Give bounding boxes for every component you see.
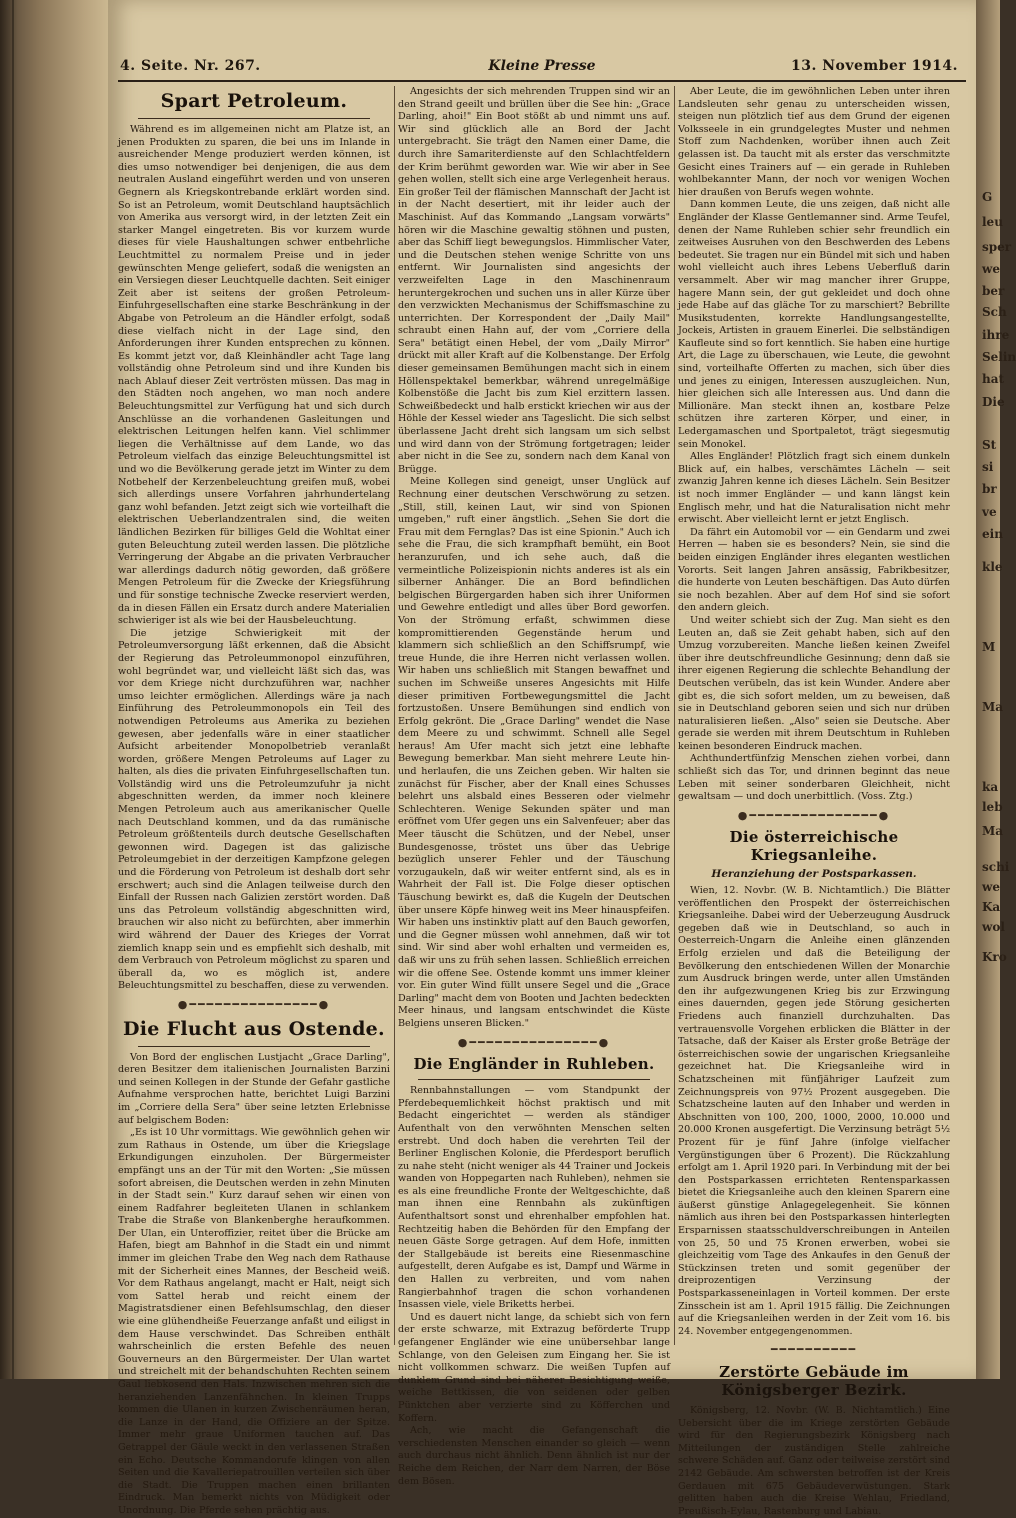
article-paragraph: Meine Kollegen sind geneigt, unser Unglück auf Rechnung einer deutschen Verschwörung zu setzen. „Still, still, keinen Laut, wir sind von Spionen umgeben," ruft einer ängstlich. „Sehen Sie dort die Frau mit dem Fernglas? Das ist eine Spionin." Auch ich sehe die Frau, die sich krampfhaft bemüht, ein Boot heranzurufen, und ich sehe auch, daß die vermeintliche Polizeispionin nichts anderes ist als ein silberner Anhänger. Die an Bord befindlichen belgischen Bürgergarden haben sich ihrer Uniformen und Gewehre entledigt und alles über Bord geworfen. Von der Strömung erfaßt, schwimmen diese kompromittierenden Gegenstände herum und klammern sich schließlich an den Schiffsrumpf, wie treue Hunde, die ihre Herren nicht verlassen wollen. Wir haben uns schließlich mit Stangen bewaffnet und suchen im Schweiße unseres Angesichts mit Hilfe dieser primitiven Fortbewegungsmittel die Jacht fortzustoßen. Unsere Bemühungen sind endlich von Erfolg gekrönt. Die „Grace Darling" wendet die Nase dem Meere zu und schwimmt. Schnell alle Segel heraus! Am Ufer macht sich jetzt eine lebhafte Bewegung bemerkbar. Man sieht mehrere Leute hin- und herlaufen, die uns Zeichen geben. Wir halten sie zunächst für Fischer, aber der Knall eines Schusses belehrt uns alsbald eines Besseren oder vielmehr Schlechteren. Wenige Sekunden später und man eröffnet vom Ufer gegen uns ein Salvenfeuer; aber das Meer täuscht die Schützen, und der Nebel, unser Bundesgenosse, tröstet uns über das Uebrige bezüglich unserer Fehler und der Täuschung vorzugaukeln, daß wir weiter entfernt sind, als es in Wahrheit der Fall ist. Die Folge dieser optischen Täuschung bewirkt es, daß die Kugeln der Deutschen über unsere Köpfe hinweg weit ins Meer hinauspfeifen. Wir haben uns instinktiv platt auf den Bauch geworfen, und die Gegner müssen wohl annehmen, daß wir tot sind. Wir sind aber wohl erhalten und vermeiden es, daß wir uns zu früh sehen lassen. Schließlich erreichen wir die offene See. Ostende kommt uns immer kleiner vor. Ein guter Wind füllt unsere Segel und die „Grace Darling" macht dem von Booten und Jachten bedeckten Meer hinaus, und langsam entschwindet die Küste Belgiens unseren Blicken." <box>398 476 670 1029</box>
article-paragraph: Da fährt ein Automobil vor — ein Gendarm und zwei Herren — haben sie es besonders? Nein, sie sind die beiden einzigen Engländer ihres eleganten westlichen Vororts. Seit langen Jahren ansässig, Fabrikbesitzer, die hunderte von Leuten beschäftigen. Das Auto dürfen sie noch bezahlen. Aber auf dem Hof sind sie sofort den andern gleich. <box>678 526 950 614</box>
next-page-fragment: Ka <box>982 900 1001 914</box>
binding-strip <box>12 0 14 1379</box>
article-title: Die österreichische Kriegsanleihe. <box>729 828 899 865</box>
title-rule <box>138 118 370 119</box>
article-paragraph: Angesichts der sich mehrenden Truppen sind wir an den Strand geeilt und brüllen über die See hin: „Grace Darling, ahoi!" Ein Boot stößt ab und nimmt uns auf. Wir sind glücklich alle an Bord der Jacht untergebracht. Sie trägt den Namen einer Dame, die durch ihre Samariterdienste auf den Schlachtfeldern der Krim berühmt geworden war. Wie wir aber in See gehen wollen, stellt sich eine arge Verlegenheit heraus. Ein großer Teil der flämischen Mannschaft der Jacht ist in der Nacht desertiert, mit ihr leider auch der Maschinist. Auf das Kommando „Langsam vorwärts" hören wir die Maschine gewaltig stöhnen und pusten, aber das Schiff liegt bewegungslos. Himmlischer Vater, und die Deutschen stehen wenige Schritte von uns entfernt. Wir Journalisten sind angesichts der verzweifelten Lage in den Maschinenraum heruntergekrochen und suchen uns in aller Kürze über den verzwickten Mechanismus der Schiffsmaschine zu unterrichten. Der Korrespondent der „Daily Mail" schraubt einen Hahn auf, der vom „Corriere della Sera" betätigt einen Hebel, der vom „Daily Mirror" drückt mit aller Kraft auf die Kolbenstange. Der Erfolg dieser gemeinsamen Bemühungen macht sich in einem Höllenspektakel bemerkbar, während unregelmäßige Kolbenstöße die Jacht bis zum Kiel erzittern lassen. Schweißbedeckt und halb erstickt kriechen wir aus der Höhle der Kessel wieder ans Tageslicht. Die sich selbst überlassene Jacht dreht sich langsam um sich selbst und wird dann von der Strömung fortgetragen; leider aber nicht in die See zu, sondern nach dem Kanal von Brügge. <box>398 86 670 475</box>
next-page-fragment: Selin <box>982 350 1016 364</box>
next-page-fragment: ein <box>982 527 1003 541</box>
article-title: Die Flucht aus Ostende. <box>123 1017 385 1040</box>
next-page-fragment: ihre <box>982 328 1010 342</box>
article-paragraph: Königsberg, 12. Novbr. (W. B. Nichtamtlich.) Eine Uebersicht über die im Kriege zerstörten Gebäude wird für den Regierungsbezirk Königsberg nach Mitteilungen der zuständigen Stelle zahlreiche schwere Schäden auf. Ganz oder teilweise zerstört sind 2142 Gebäude. Am schwersten betroffen ist der Kreis Gerdauen mit 675 Gebäudeverwüstungen. Stark gelitten haben auch die Kreise Wehlau, Friedland, Preußisch-Eylau, Rastenburg und Labiau. <box>678 1405 950 1517</box>
next-page-fragment: G <box>982 190 993 204</box>
next-page-fragment: sper <box>982 240 1012 254</box>
page-number: 4. Seite. Nr. 267. <box>120 58 261 74</box>
next-page-fragment: St <box>982 438 997 452</box>
article-separator: ●━━━━━━━━━━━━━━━● <box>177 997 331 1011</box>
article-title: Zerstörte Gebäude im Königsberger Bezirk. <box>719 1363 909 1399</box>
column-rule <box>674 86 675 1345</box>
next-page-fragment: wol <box>982 920 1005 934</box>
issue-date: 13. November 1914. <box>790 58 958 74</box>
next-page-fragment: we <box>982 262 1000 276</box>
article-paragraph: Dann kommen Leute, die uns zeigen, daß nicht alle Engländer der Klasse Gentlemanner sind. Arme Teufel, denen der Name Ruhleben schier sehr freundlich ein zeitweises Ausruhen von den Beschwerden des Lebens bedeutet. Sie tragen nur ein Bündel mit sich und haben wohl vielleicht auch ihres Lebens Ueberfluß darin versammelt. Aber wir mag mancher ihrer Gruppe, hagere Mann sein, der gut gekleidet und doch ohne jede Habe auf das gläche Tor zu marschiert? Bebrillte Musikstudenten, korrekte Handlungsangestellte, Jockeis, Artisten in grauem Einerlei. Die selbständigen Kaufleute sind so fort kenntlich. Sie haben eine hurtige Art, die Lage zu überschauen, wie Leute, die gewohnt sind, vorteilhafte Offerten zu machen, sich über dies und jenes zu einigen, Interessen auszugleichen. Nun, hier gleichen sich alle Interessen aus. Und dann die Millionäre. Man steckt ihnen an, kostbare Pelze schützen ihre zarteren Körper, und einer, in Ledergamaschen und Sportpaletot, trägt siegesmutig sein Monokel. <box>678 199 950 450</box>
title-rule <box>418 1079 650 1080</box>
article-paragraph: Und weiter schiebt sich der Zug. Man sieht es den Leuten an, daß sie Zeit gehabt haben, sich auf den Umzug vorzubereiten. Manche ließen keinen Zweifel über ihre deutschfreundliche Gesinnung; denn daß sie ihrer eigenen Regierung die schlechte Behandlung der Deutschen verübeln, das ist kein Wunder. Andere aber gibt es, die sich sofort melden, um zu beweisen, daß sie in Deutschland geboren seien und sich nur drüben naturalisieren ließen. „Also" seien sie Deutsche. Aber gerade sie werden mit ihrem Deutschtum in Ruhleben keinen besonderen Eindruck machen. <box>678 614 950 752</box>
next-page-fragment: leb <box>982 800 1003 814</box>
next-page-edge <box>976 0 1016 1379</box>
next-page-fragment: ve <box>982 505 997 519</box>
article-separator: ━━━━━━━━━━ <box>770 1343 858 1357</box>
next-page-fragment: schi <box>982 860 1010 874</box>
column-2 <box>398 86 670 1487</box>
next-page-fragment: leu <box>982 215 1003 229</box>
next-page-fragment: kle <box>982 560 1003 574</box>
next-page-fragment: Ma <box>982 824 1004 838</box>
newspaper-page <box>108 0 976 1517</box>
article-separator: ●━━━━━━━━━━━━━━━● <box>457 1035 611 1049</box>
article-paragraph: Und es dauert nicht lange, da schiebt sich von fern der erste schwarze, mit Extrazug beförderte Trupp gefangener Engländer wie eine unübersehbar lange Schlange, von den Geleisen zum Eingang her. Sie ist nicht vollkommen schwarz. Die weißen Tupfen auf dunklem Grund sind bei näherer Besichtigung weiße, weiche Bettkissen, die von seidenen oder gelben Pünktchen aber verzierte sind zu Köfferchen und Koffern. <box>398 1311 670 1424</box>
masthead: Kleine Presse <box>488 58 596 74</box>
next-page-fragment: Ma <box>982 700 1004 714</box>
article-paragraph: Wien, 12. Novbr. (W. B. Nichtamtlich.) Die Blätter veröffentlichen den Prospekt der österreichischen Kriegsanleihe. Dabei wird der Ueberzeugung Ausdruck gegeben daß wie in Deutschland, so auch in Oesterreich-Ungarn die Anleihe einen glänzenden Erfolg erzielen und daß die Beteiligung der Bevölkerung den entschiedenen Willen der Monarchie zum Ausdruck bringen werde, unter allen Umständen den ihr aufgezwungenen Krieg bis zur Erzwingung eines dauernden, gegen jede Störung gesicherten Friedens auch finanziell durchzuhalten. Das vertrauensvolle Vorgehen erblicken die Blätter in der Tatsache, daß der Kaiser als Erster große Beträge der österreichischen sowie der ungarischen Kriegsanleihe gezeichnet hat. Die Kriegsanleihe wird in Schatzscheinen mit fünfjähriger Laufzeit zum Zeichnungspreis von 97½ Prozent ausgegeben. Die Schatzscheine lauten auf den Inhaber und werden in Abschnitten von 100, 200, 1000, 2000, 10.000 und 20.000 Kronen ausgefertigt. Die Verzinsung beträgt 5½ Prozent für je fünf Jahre (infolge vielfacher Vergünstigungen über 6 Prozent). Die Rückzahlung erfolgt am 1. April 1920 pari. In Verbindung mit der bei den Postsparkassen errichteten Rentensparkassen bietet die Kriegsanleihe auch den kleinen Sparern eine äußerst günstige Anlagegelegenheit. Sie können nämlich aus ihren bei den Postsparkassen hinterlegten Ersparnissen staatsschuldverschreibungen in Anteilen von 25, 50 und 75 Kronen erwerben, wobei sie gleichzeitig vom Tage des Ankaufes in den Genuß der Stückzinsen treten und somit gegenüber der dreiprozentigen Verzinsung der Postsparkasseneinlagen in Vorteil kommen. Der erste Zinsschein ist am 1. April 1915 fällig. Die Zeichnungen auf die Kriegsanleihen werden in der Zeit vom 16. bis 24. November entgegengenommen. <box>678 885 950 1337</box>
next-page-fragment: we <box>982 880 1000 894</box>
article-paragraph: Die jetzige Schwierigkeit mit der Petroleumversorgung läßt erkennen, daß die Absicht der Regierung das Petroleummonopol einzuführen, wohl begründet war, und vielleicht läßt sich das, was vor dem Kriege nicht durchzuführen war, nachher umso leichter ermöglichen. Allerdings wäre ja nach Einführung des Petroleummonopols ein Teil des notwendigen Petroleums aus Amerika zu beziehen gewesen, aber jedenfalls wäre in einer staatlicher Aufsicht arbeitender Monopolbetrieb veranlaßt worden, größere Mengen Petroleums auf Lager zu halten, als dies die privaten Einfuhrgesellschaften tun. Vollständig wird uns die Petroleumzufuhr ja nicht abgeschnitten werden, da immer noch kleinere Mengen Petroleum auch aus amerikanischer Quelle nach Deutschland kommen, und da das rumänische Petroleum größtenteils durch deutsche Gesellschaften gewonnen wird. Dagegen ist das galizische Petroleumgebiet in der derzeitigen Kampfzone gelegen und die Förderung von Petroleum ist deshalb dort sehr erschwert; auch sind die Anlagen teilweise durch den Einfall der Russen nach Galizien zerstört worden. Daß uns das Petroleum vollständig abgeschnitten wird, brauchen wir also nicht zu befürchten, aber immerhin wird während der Dauer des Krieges der Vorrat ziemlich knapp sein und es empfiehlt sich deshalb, mit dem Verbrauch von Petroleum möglichst zu sparen und überall da, wo es möglich ist, andere Beleuchtungsmittel zu beschaffen, diese zu verwenden. <box>118 627 390 992</box>
article-paragraph: Aber Leute, die im gewöhnlichen Leben unter ihren Landsleuten sehr genau zu unterscheiden wissen, steigen nun plötzlich tief aus dem Grund der eigenen Volksseele in ein grundgelegtes Muster und nehmen Stoff zum Nachdenken, worüber ihnen auch Zeit gelassen ist. Da taucht mit als erster das verschmitzte Gesicht eines Trainers auf — ein gerade in Ruhleben wohlbekannter Mann, der noch vor wenigen Wochen hier draußen von Berufs wegen wohnte. <box>678 86 950 198</box>
article-paragraph: Während es im allgemeinen nicht am Platze ist, an jenen Produkten zu sparen, die bei uns im Inlande in ausreichender Menge produziert werden können, ist dies umso notwendiger bei denjenigen, die aus dem neutralen Ausland eingeführt werden und von unseren Gegnern als Kriegskontrebande erklärt worden sind. So ist an Petroleum, womit Deutschland hauptsächlich von Amerika aus versorgt wird, in der letzten Zeit ein starker Mangel eingetreten. Bis vor kurzem wurde dieses für viele Haushaltungen schwer entbehrliche Leuchtmittel zu normalem Preise und in jeder gewünschten Menge geliefert, sodaß die wenigsten an ein Versiegen dieser Leuchtquelle dachten. Seit einiger Zeit aber ist seitens der großen Petroleum-Einfuhrgesellschaften eine starke Beschränkung in der Abgabe von Petroleum an die Händler erfolgt, sodaß diese vielfach nicht in der Lage sind, den Anforderungen ihrer Kunden entsprechen zu können. Es kommt jetzt vor, daß Kleinhändler acht Tage lang vollständig ohne Petroleum sind und ihre Kunden bis nach Ablauf dieser Zeit vertrösten müssen. Das mag in den Städten noch angehen, wo man noch andere Beleuchtungsmittel zur Verfügung hat und sich durch Anschlüsse an die vorhandenen Gasleitungen und elektrischen Leitungen helfen kann. Viel schlimmer liegen die Verhältnisse auf dem Lande, wo das Petroleum vielfach das einzige Beleuchtungsmittel ist und wo die Bevölkerung gerade jetzt im Winter zu dem Notbehelf der Kerzenbeleuchtung greifen muß, wobei sich allerdings unsere Vorfahren jahrhundertelang ganz wohl befanden. Jetzt zeigt sich wie vorteilhaft die elektrischen Ueberlandzentralen sind, die weiten ländlichen Bezirken für billiges Geld die Wohltat einer guten Beleuchtung zuteil werden lassen. Die plötzliche Verringerung der Abgabe an die privaten Verbraucher war allerdings dadurch nötig geworden, daß größere Mengen Petroleum für die Zwecke der Kriegsführung und für sonstige technische Zwecke reserviert werden, da in diesen Fällen ein Ersatz durch andere Materialien schwieriger ist als wie bei der Hausbeleuchtung. <box>118 124 390 627</box>
next-page-fragment: si <box>982 460 994 474</box>
article-subtitle: Heranziehung der Postsparkassen. <box>711 868 917 881</box>
next-page-fragment: hat <box>982 372 1005 386</box>
column-1 <box>118 86 390 1516</box>
article-paragraph: Ach, wie macht die Gefangenschaft die verschiedensten Menschen einander so gleich — wenn auch durchaus nicht ähnlich. Denn ähnlich ist nur der Reiche dem Reichen, der Narr dem Narren, der Böse dem Bösen. <box>398 1425 670 1487</box>
next-page-fragment: Sch <box>982 305 1007 319</box>
article-paragraph: Alles Engländer! Plötzlich fragt sich einem dunkeln Blick auf, ein halbes, verschämtes Lächeln — seit zwanzig Jahren kenne ich dieses Lächeln. Sein Besitzer ist noch immer Engländer — und kann längst kein Englisch mehr, und hat die Naturalisation nicht mehr erwischt. Aber vielleicht lernt er jetzt Englisch. <box>678 451 950 526</box>
column-3 <box>678 86 950 1517</box>
article-paragraph: Rennbahnstallungen — vom Standpunkt der Pferdebequemlichkeit höchst praktisch und mit Bedacht eingerichtet — werden als ständiger Aufenthalt von den verwöhnten Menschen selten erstrebt. Und doch haben die verehrten Teil der Berliner Englischen Kolonie, die Pferdesport beruflich zu nahe steht (nicht weniger als 44 Trainer und Jockeis wanden von Hoppegarten nach Ruhleben), nehmen sie es als eine freundliche Fronte der Weltgeschichte, daß man ihnen eine Rennbahn als zukünftigen Aufenthaltsort sonst und ehrenhalber empfohlen hat. Rechtzeitig haben die Behörden für den Empfang der neuen Gäste Sorge getragen. Auf dem Hofe, inmitten der Stallgebäude ist bereits eine Riesenmaschine aufgestellt, deren Aufgabe es ist, Dampf und Wärme in den Hallen zu verbreiten, und vom nahen Rangierbahnhof tragen die schon vorhandenen Insassen viele, viele Briketts herbei. <box>398 1085 670 1311</box>
article-title: Die Engländer in Ruhleben. <box>413 1055 655 1074</box>
article-paragraph: Achthundertfünfzig Menschen ziehen vorbei, dann schließt sich das Tor, und drinnen beginnt das neue Leben mit seiner sonderbaren Gleichheit, nicht gewaltsam — und doch unerbittlich. (Voss. Ztg.) <box>678 753 950 803</box>
column-rule <box>394 86 395 1345</box>
header-rule <box>118 80 966 82</box>
article-separator: ●━━━━━━━━━━━━━━━● <box>737 808 891 822</box>
next-page-fragment: br <box>982 482 997 496</box>
title-rule <box>138 1046 370 1047</box>
next-page-fragment: M <box>982 640 996 654</box>
next-page-fragment: Die <box>982 395 1005 409</box>
next-page-fragment: Kro <box>982 950 1007 964</box>
article-title: Spart Petroleum. <box>160 90 348 112</box>
article-paragraph: Von Bord der englischen Lustjacht „Grace Darling", deren Besitzer dem italienischen Journalisten Barzini und seinen Kollegen in der Stunde der Gefahr gastliche Aufnahme versprochen hatte, berichtet Luigi Barzini im „Corriere della Sera" über seine letzten Erlebnisse auf belgischem Boden: <box>118 1051 390 1126</box>
next-page-fragment: ber <box>982 284 1005 298</box>
page-header <box>118 58 966 78</box>
next-page-fragment: ka <box>982 780 999 794</box>
article-paragraph: „Es ist 10 Uhr vormittags. Wie gewöhnlich gehen wir zum Rathaus in Ostende, um über die Kriegslage Erkundigungen einzuholen. Der Bürgermeister empfängt uns an der Tür mit den Worten: „Sie müssen sofort abreisen, die Deutschen werden in zehn Minuten in der Stadt sein." Kurz darauf sehen wir einen von einem Radfahrer begleiteten Ulanen in schlankem Trabe die Straße von Blankenberghe heraufkommen. Der Ulan, ein Unteroffizier, reitet über die Brücke am Hafen, biegt am Bahnhof in die Stadt ein und nimmt immer im gleichen Trabe den Weg nach dem Rathause mit der Sicherheit eines Mannes, der Bescheid weiß. Vor dem Rathaus angelangt, macht er Halt, neigt sich vom Sattel herab und reicht einem der Magistratsdiener einen Befehlsumschlag, den dieser wie eine glühendheiße Feuerzange anfaßt und eiligst in dem Hause verschwindet. Das Schreiben enthält wahrscheinlich die ersten Befehle des neuen Gouverneurs an den Bürgermeister. Der Ulan wartet und streichelt mit der behandschuhten Rechten seinem Gaul liebkosend den Hals. Inzwischen mehren sich die heranziehenden Lanzenfähnchen. In kleinen Trupps kommen die Ulanen in kurzen Zwischenräumen heran, die Lanze in der Hand, die Offiziere an der Spitze. Immer mehr graue Uniformen tauchen auf. Das Getrappel der Gäule weckt in den verlassenen Straßen ein Echo. Deutsche Kommandorufe klingen von allen Seiten und die Kavalleriepatrouillen verteilen sich über die Stadt. Die Truppen machen einen brillanten Eindruck. Man bemerkt nichts von Müdigkeit oder Unordnung. Die Pferde sehen prächtig aus. <box>118 1127 390 1516</box>
book-binding <box>0 0 108 1379</box>
